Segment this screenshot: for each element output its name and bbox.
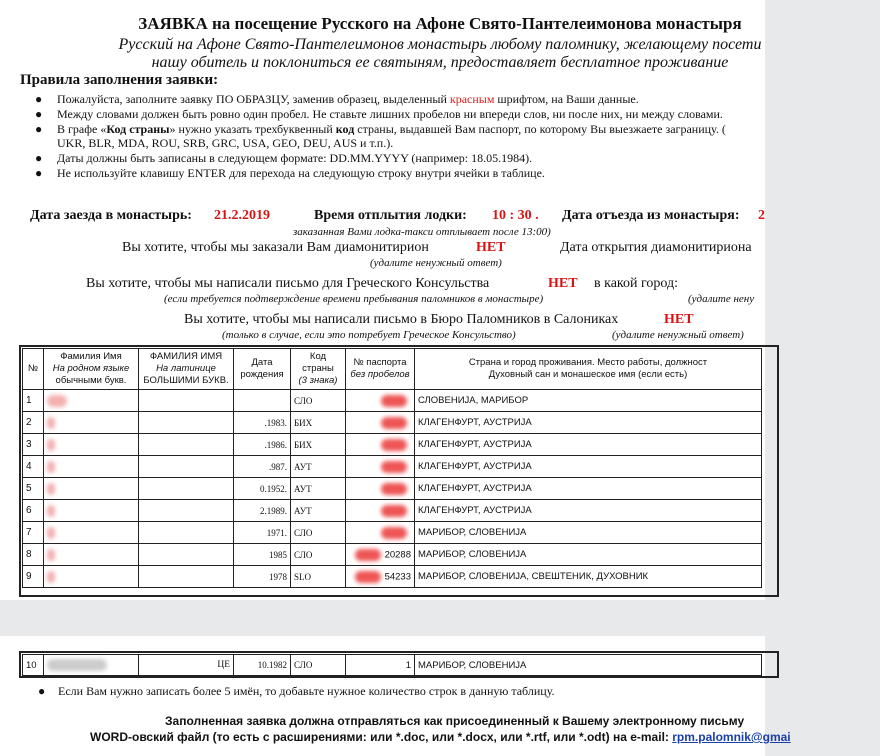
passport-cell[interactable] <box>346 478 415 500</box>
row-num: 8 <box>23 544 44 566</box>
country-code-cell[interactable]: БИХ <box>291 434 346 456</box>
residence-cell[interactable]: СЛОВЕНИЈА, МАРИБОР <box>415 390 762 412</box>
redaction-mark <box>381 417 407 429</box>
pilgrims-table-continued <box>22 654 762 676</box>
redaction-mark <box>47 439 55 451</box>
residence-cell[interactable]: КЛАГЕНФУРТ, АУСТРИЈА <box>415 434 762 456</box>
country-code-cell[interactable]: АУТ <box>291 500 346 522</box>
country-code-cell[interactable]: СЛО <box>291 655 346 676</box>
redaction-mark <box>47 417 55 429</box>
native-name-cell[interactable] <box>44 434 139 456</box>
redaction-mark <box>381 505 407 517</box>
col-header-num: № <box>23 349 44 390</box>
row-num: 7 <box>23 522 44 544</box>
row-num: 2 <box>23 412 44 434</box>
arrival-date-value[interactable]: 21.2.2019 <box>214 208 270 223</box>
birth-date-cell[interactable]: 1978 <box>234 566 291 588</box>
latin-name-cell[interactable] <box>139 390 234 412</box>
birth-date-cell[interactable]: 1985 <box>234 544 291 566</box>
latin-name-cell[interactable] <box>139 566 234 588</box>
bullet-icon: ● <box>35 166 43 180</box>
arrival-date-label: Дата заезда в монастырь: <box>30 208 192 223</box>
birth-date-cell[interactable]: 2.1989. <box>234 500 291 522</box>
latin-name-cell[interactable] <box>139 456 234 478</box>
country-code-cell[interactable]: СЛО <box>291 390 346 412</box>
latin-name-cell[interactable] <box>139 522 234 544</box>
redaction-mark <box>381 483 407 495</box>
country-code-cell[interactable]: БИХ <box>291 412 346 434</box>
rule-1: ● Пожалуйста, заполните заявку ПО ОБРАЗЦУ, заменив образец, выделенный красным шрифтом, на Ваши данные. <box>35 92 639 106</box>
latin-name-cell[interactable] <box>139 500 234 522</box>
table-row <box>23 412 762 434</box>
country-code-cell[interactable]: СЛО <box>291 544 346 566</box>
table-row <box>23 456 762 478</box>
rule-3-examples: UKR, BLR, MDA, ROU, SRB, GRC, USA, GEO, DEU, AUS и т.п.). <box>57 136 394 150</box>
question-consulate-letter: Вы хотите, чтобы мы написали письмо для Греческого Консульства <box>86 276 490 291</box>
latin-name-cell[interactable] <box>139 478 234 500</box>
passport-cell[interactable] <box>346 456 415 478</box>
residence-cell[interactable]: МАРИБОР, СЛОВЕНИЈА <box>415 655 762 676</box>
passport-cell[interactable] <box>346 500 415 522</box>
native-name-cell[interactable] <box>44 412 139 434</box>
residence-cell[interactable]: МАРИБОР, СЛОВЕНИЈА <box>415 522 762 544</box>
birth-date-cell[interactable]: .1983. <box>234 412 291 434</box>
bullet-icon: ● <box>35 92 43 106</box>
rule-2: ● Между словами должен быть ровно один пробел. Не ставьте лишних пробелов ни впереди слов, ни после них, ни между словами. <box>35 107 723 121</box>
answer-bureau-letter[interactable]: НЕТ <box>664 312 694 327</box>
city-label: в какой город: <box>594 276 678 291</box>
table-row <box>23 500 762 522</box>
residence-cell[interactable]: КЛАГЕНФУРТ, АУСТРИЈА <box>415 456 762 478</box>
boat-time-value[interactable]: 10 : 30 . <box>492 208 539 223</box>
redaction-mark <box>381 395 407 407</box>
birth-date-cell[interactable] <box>234 390 291 412</box>
redaction-mark <box>47 505 55 517</box>
table-row <box>23 655 762 676</box>
row-num: 4 <box>23 456 44 478</box>
native-name-cell[interactable] <box>44 478 139 500</box>
latin-name-cell[interactable]: ЦЕ <box>139 655 234 676</box>
send-instructions-line-2: WORD-овский файл (то есть с расширениями: или *.doc, или *.docx, или *.rtf, или *.odt) на e-mail: rpm.palomnik@gmai <box>90 730 791 744</box>
native-name-cell[interactable] <box>44 566 139 588</box>
redaction-mark <box>47 571 55 583</box>
answer-consulate-letter[interactable]: НЕТ <box>548 276 578 291</box>
table-row <box>23 434 762 456</box>
bullet-icon: ● <box>35 122 43 136</box>
redaction-mark <box>47 549 55 561</box>
departure-date-label: Дата отъезда из монастыря: <box>562 208 740 223</box>
note-delete-answer-3: (удалите ненужный ответ) <box>612 329 744 341</box>
birth-date-cell[interactable]: .987. <box>234 456 291 478</box>
native-name-cell[interactable] <box>44 456 139 478</box>
latin-name-cell[interactable] <box>139 434 234 456</box>
row-num: 5 <box>23 478 44 500</box>
boat-time-label: Время отплытия лодки: <box>314 208 467 223</box>
passport-cell[interactable] <box>346 434 415 456</box>
redaction-mark <box>381 439 407 451</box>
boat-note: заказанная Вами лодка-такси отплывает после 13:00) <box>293 226 551 238</box>
redaction-mark <box>47 483 55 495</box>
passport-cell[interactable]: 54233 <box>346 566 415 588</box>
col-header-country-code: Код страны (3 знака) <box>291 349 346 390</box>
redaction-mark <box>47 527 55 539</box>
form-page-2 <box>0 636 791 756</box>
redaction-mark <box>381 461 407 473</box>
passport-cell[interactable] <box>346 412 415 434</box>
residence-cell[interactable]: КЛАГЕНФУРТ, АУСТРИЈА <box>415 500 762 522</box>
col-header-passport: № паспорта без пробелов <box>346 349 415 390</box>
country-code-cell[interactable]: SLO <box>291 566 346 588</box>
row-num: 9 <box>23 566 44 588</box>
col-header-latin-name: ФАМИЛИЯ ИМЯ На латинице БОЛЬШИМИ БУКВ. <box>139 349 234 390</box>
pilgrims-table <box>22 348 762 588</box>
answer-diamonitirion[interactable]: НЕТ <box>476 240 506 255</box>
passport-cell[interactable]: 1 <box>346 655 415 676</box>
bullet-icon: ● <box>35 107 43 121</box>
bullet-icon: ● <box>38 684 46 698</box>
table-row <box>23 390 762 412</box>
birth-date-cell[interactable]: 0.1952. <box>234 478 291 500</box>
col-header-native-name: Фамилия Имя На родном языке обычными букв. <box>44 349 139 390</box>
passport-cell[interactable] <box>346 522 415 544</box>
bullet-icon: ● <box>35 151 43 165</box>
note-consulate: (если требуется подтверждение времени пребывания паломников в монастыре) <box>164 293 544 305</box>
native-name-cell[interactable] <box>44 655 139 676</box>
passport-cell[interactable]: 20288 <box>346 544 415 566</box>
redaction-mark <box>47 395 67 407</box>
more-names-note: ● Если Вам нужно записать более 5 имён, то добавьте нужное количество строк в данную таблицу. <box>38 684 555 698</box>
birth-date-cell[interactable]: 10.1982 <box>234 655 291 676</box>
birth-date-cell[interactable]: .1986. <box>234 434 291 456</box>
native-name-cell[interactable] <box>44 544 139 566</box>
table-row <box>23 566 762 588</box>
diamonitirion-date-label: Дата открытия диамонитириона <box>560 240 752 255</box>
form-subtitle-line-2: нашу обитель и поклониться ее святыням, предоставляет бесплатное проживание <box>151 54 729 71</box>
note-delete-answer-1: (удалите ненужный ответ) <box>370 257 502 269</box>
redaction-mark <box>381 527 407 539</box>
note-delete-answer-2: (удалите нену <box>688 293 755 305</box>
rules-heading: Правила заполнения заявки: <box>20 72 219 88</box>
table-row <box>23 544 762 566</box>
country-code-cell[interactable]: АУТ <box>291 478 346 500</box>
native-name-cell[interactable] <box>44 500 139 522</box>
question-bureau-letter: Вы хотите, чтобы мы написали письмо в Бюро Паломников в Салониках <box>184 312 619 327</box>
col-header-birth-date: Дата рождения <box>234 349 291 390</box>
form-title: ЗАЯВКА на посещение Русского на Афоне Свято-Пантелеимонова монастыря <box>138 14 742 33</box>
residence-cell[interactable]: КЛАГЕНФУРТ, АУСТРИЈА <box>415 478 762 500</box>
country-code-cell[interactable]: СЛО <box>291 522 346 544</box>
row-num: 1 <box>23 390 44 412</box>
residence-cell[interactable]: МАРИБОР, СЛОВЕНИЈА <box>415 544 762 566</box>
row-num: 6 <box>23 500 44 522</box>
residence-cell[interactable]: КЛАГЕНФУРТ, АУСТРИЈА <box>415 412 762 434</box>
native-name-cell[interactable] <box>44 390 139 412</box>
redaction-mark <box>47 461 55 473</box>
redaction-mark <box>355 571 381 583</box>
residence-cell[interactable]: МАРИБОР, СЛОВЕНИЈА, СВЕШТЕНИК, ДУХОВНИК <box>415 566 762 588</box>
note-bureau: (только в случае, если это потребует Греческое Консульство) <box>222 329 516 341</box>
row-num: 10 <box>23 655 44 676</box>
country-code-cell[interactable]: АУТ <box>291 456 346 478</box>
question-diamonitirion: Вы хотите, чтобы мы заказали Вам диамонитирион <box>122 240 429 255</box>
latin-name-cell[interactable] <box>139 544 234 566</box>
row-num: 3 <box>23 434 44 456</box>
rule-3: ● В графе «Код страны» нужно указать трехбуквенный код страны, выдавшей Вам паспорт, по которому Вы выезжаете заграницу. ( <box>35 122 726 136</box>
latin-name-cell[interactable] <box>139 412 234 434</box>
native-name-cell[interactable] <box>44 522 139 544</box>
table-row <box>23 478 762 500</box>
send-instructions-line-1: Заполненная заявка должна отправляться как присоединенный к Вашему электронному письму <box>165 714 745 728</box>
departure-date-value[interactable]: 2 <box>758 208 765 223</box>
col-header-residence: Страна и город проживания. Место работы, должност Духовный сан и монашеское имя (если есть) <box>415 349 762 390</box>
rule-4: ● Даты должны быть записаны в следующем формате: DD.MM.YYYY (например: 18.05.1984). <box>35 151 533 165</box>
rule-5: ● Не используйте клавишу ENTER для перехода на следующую строку внутри ячейки в таблице. <box>35 166 545 180</box>
redaction-mark <box>355 549 381 561</box>
email-link[interactable]: rpm.palomnik@gmai <box>672 730 791 744</box>
form-subtitle-line-1: Русский на Афоне Свято-Пантелеимонов монастырь любому паломнику, желающему посети <box>118 36 762 53</box>
passport-cell[interactable] <box>346 390 415 412</box>
table-row <box>23 522 762 544</box>
birth-date-cell[interactable]: 1971. <box>234 522 291 544</box>
